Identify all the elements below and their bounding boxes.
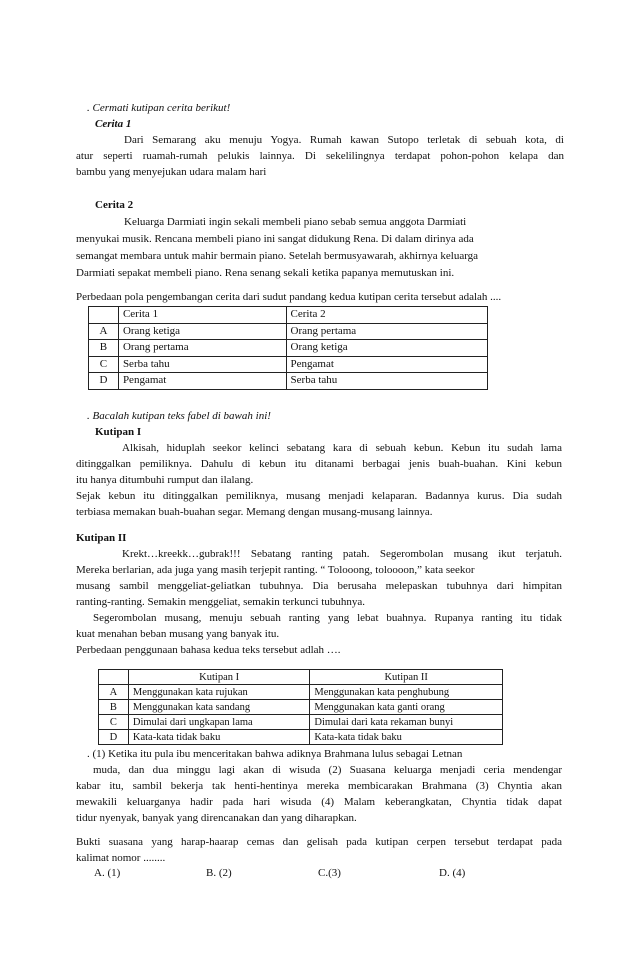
table-cell: Serba tahu [118, 356, 286, 373]
table-row[interactable] [89, 356, 488, 373]
table-cell: Serba tahu [286, 373, 487, 390]
table-cell: Menggunakan kata sandang [128, 700, 310, 715]
q3-line: tidur nyenyak, banyak yang direncanakan dan yang diharapkan. [76, 812, 357, 824]
q1-cerita2-title: Cerita 2 [95, 199, 134, 211]
table-cell [99, 670, 129, 685]
q3-line: . (1) Ketika itu pula ibu menceritakan bahwa adiknya Brahmana lulus sebagai Letnan [87, 748, 463, 760]
table-cell: Kata-kata tidak baku [128, 730, 310, 745]
q2-kutipan2-line: Krekt…kreekk…gubrak!!! Sebatang ranting patah. Segerombolan musang ikut terjatuh. [122, 548, 562, 560]
table-cell: Dimulai dari kata rekaman bunyi [310, 715, 503, 730]
table-cell: Menggunakan kata penghubung [310, 685, 503, 700]
q2-kutipan1-line: ditinggalkan pemiliknya. Dahulu di kebun itu ditanami berbagai jenis buah-buahan. Kini kebun [76, 458, 562, 470]
table-cell: Orang pertama [118, 340, 286, 357]
table-row [99, 670, 503, 685]
option-letter: C [99, 715, 129, 730]
q2-kutipan1-line: Alkisah, hiduplah seekor kelinci sebatang kara di sebuah kebun. Kebun itu sudah lama [122, 442, 562, 454]
table-row[interactable] [89, 340, 488, 357]
table-header-kutipan1: Kutipan I [128, 670, 310, 685]
option-letter: B [99, 700, 129, 715]
table-cell: Orang pertama [286, 323, 487, 340]
q2-kutipan2-line: kuat menahan beban musang yang banyak itu. [76, 628, 280, 640]
table-cell: Orang ketiga [118, 323, 286, 340]
option-letter: A [99, 685, 129, 700]
q2-kutipan2-line: Mereka berlarian, ada juga yang masih terjepit ranting. “ Tolooong, toloooon,” kata seekor [76, 564, 475, 576]
q1-cerita2-line: Keluarga Darmiati ingin sekali membeli piano sebab semua anggota Darmiati [124, 216, 467, 228]
q3-option-d[interactable]: D. (4) [439, 867, 466, 879]
option-letter: D [99, 730, 129, 745]
table-cell: Menggunakan kata ganti orang [310, 700, 503, 715]
q3-option-b[interactable]: B. (2) [206, 867, 232, 879]
table-header-cerita2: Cerita 2 [286, 307, 487, 324]
option-letter: D [89, 373, 119, 390]
table-row[interactable] [99, 700, 503, 715]
q3-line: mewakili keluarganya hadir pada hari wisuda (4) Malam keberangkatan, Chyntia tidak dapat [76, 796, 562, 808]
table-row[interactable] [99, 715, 503, 730]
q1-cerita2-line: Darmiati sepakat membeli piano. Rena senang sekali ketika papanya memutuskan ini. [76, 267, 455, 279]
q2-question: Perbedaan penggunaan bahasa kedua teks tersebut adlah …. [76, 644, 341, 656]
q1-cerita1-title: Cerita 1 [95, 118, 132, 130]
q1-options-table [88, 306, 488, 390]
q2-kutipan2-line: Segerombolan musang, menuju sebuah ranting yang lebat buahnya. Rupanya ranting itu tidak [93, 612, 562, 624]
table-cell: Dimulai dari ungkapan lama [128, 715, 310, 730]
table-cell [89, 307, 119, 324]
option-letter: A [89, 323, 119, 340]
q3-option-a[interactable]: A. (1) [94, 867, 121, 879]
q1-cerita1-line: atur seperti ruamah-rumah pelukis lainnya. Di sekelilingnya terdapat pohon-pohon kelapa dan [76, 150, 564, 162]
table-cell: Menggunakan kata rujukan [128, 685, 310, 700]
q2-kutipan1-line: terbiasa memakan buah-buahan segar. Memang dengan musang-musang lainnya. [76, 506, 433, 518]
table-row [89, 307, 488, 324]
q1-cerita1-line: bambu yang menyejukan udara malam hari [76, 166, 267, 178]
q1-question: Perbedaan pola pengembangan cerita dari sudut pandang kedua kutipan cerita tersebut adalah .... [76, 291, 502, 303]
q3-option-c[interactable]: C.(3) [318, 867, 341, 879]
q1-cerita1-line: Dari Semarang aku menuju Yogya. Rumah kawan Sutopo terletak di sebuah kota, di [124, 134, 564, 146]
table-cell: Pengamat [286, 356, 487, 373]
q2-kutipan1-title: Kutipan I [95, 426, 142, 438]
table-cell: Pengamat [118, 373, 286, 390]
q2-kutipan2-line: musang sambil menggeliat-geliatkan tubuhnya. Dia berusaha melepaskan tubuhnya dari himpitan [76, 580, 562, 592]
table-row[interactable] [89, 323, 488, 340]
table-cell: Orang ketiga [286, 340, 487, 357]
table-row[interactable] [89, 373, 488, 390]
q1-instruction: . Cermati kutipan cerita berikut! [87, 102, 231, 114]
option-letter: B [89, 340, 119, 357]
q2-kutipan1-line: Sejak kebun itu ditinggalkan pemiliknya, musang menjadi kelaparan. Badannya kurus. Dia sudah [76, 490, 562, 502]
table-header-kutipan2: Kutipan II [310, 670, 503, 685]
q2-instruction: . Bacalah kutipan teks fabel di bawah ini! [87, 410, 271, 422]
q2-kutipan2-line: ranting-ranting. Semakin menggeliat, semakin terkunci tubuhnya. [76, 596, 365, 608]
q3-line: muda, dan dua minggu lagi akan di wisuda (2) Suasana keluarga menjadi ceria mendengar [93, 764, 562, 776]
option-letter: C [89, 356, 119, 373]
table-row[interactable] [99, 730, 503, 745]
q2-options-table [98, 669, 503, 745]
q3-line: kabar itu, sambil bekerja tak henti-hentinya mereka membicarakan Brahmana (3) Chyntia akan [76, 780, 562, 792]
q1-cerita2-line: menyukai musik. Rencana membeli piano ini sangat didukung Rena. Di dalam dirinya ada [76, 233, 474, 245]
q3-question-line: Bukti suasana yang harap-haarap cemas dan gelisah pada kutipan cerpen tersebut terdapat pada [76, 836, 562, 848]
table-row[interactable] [99, 685, 503, 700]
q1-cerita2-line: semangat membara untuk mahir bermain piano. Setelah bermusyawarah, akhirnya keluarga [76, 250, 479, 262]
q3-question-line: kalimat nomor ........ [76, 852, 166, 864]
q2-kutipan2-title: Kutipan II [76, 532, 127, 544]
q2-kutipan1-line: itu hanya ditumbuhi rumput dan ilalang. [76, 474, 254, 486]
table-header-cerita1: Cerita 1 [118, 307, 286, 324]
table-cell: Kata-kata tidak baku [310, 730, 503, 745]
